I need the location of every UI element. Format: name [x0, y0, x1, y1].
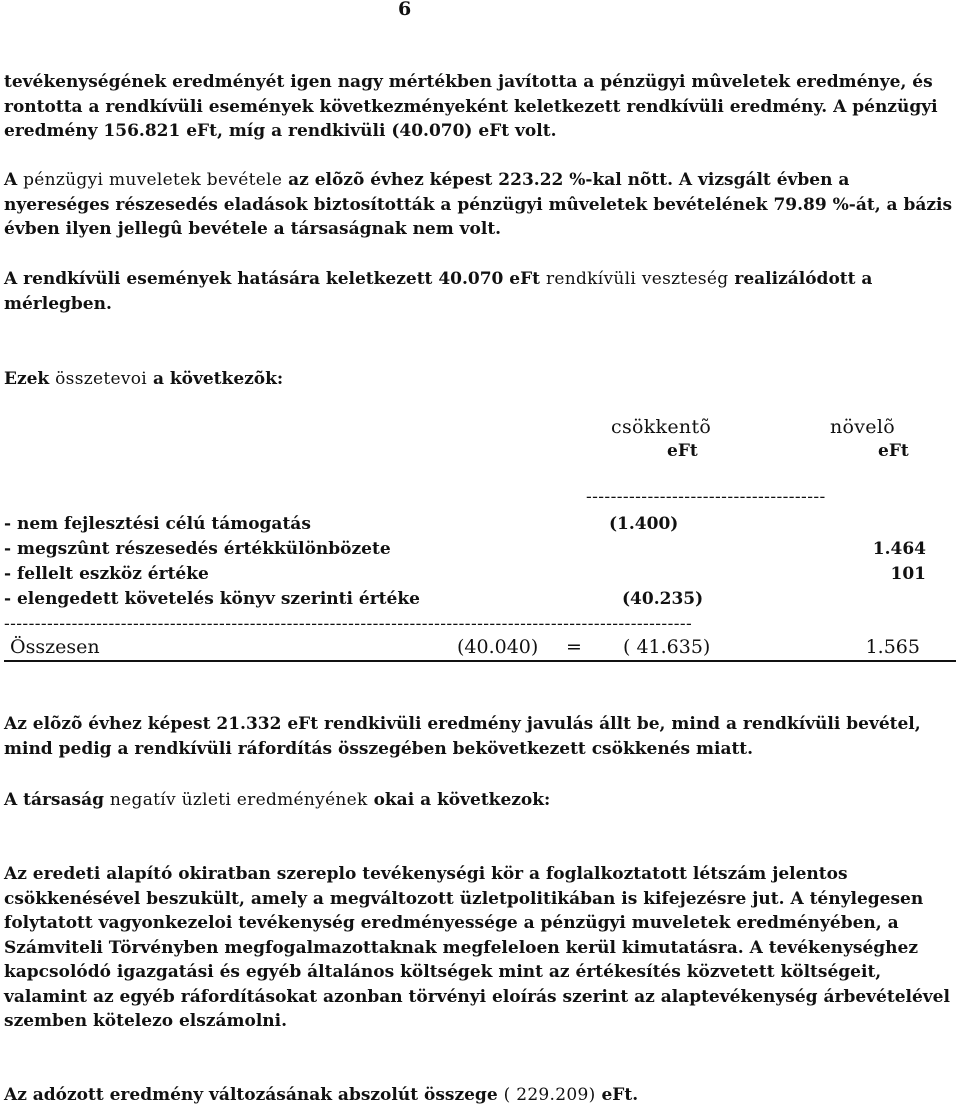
- p2-emphasis: pénzügyi muveletek bevétele: [23, 170, 283, 190]
- p3-emphasis: rendkívüli veszteség: [545, 269, 729, 289]
- col-increase-header: növelõ: [830, 416, 895, 438]
- row-label: - elengedett követelés könyv szerinti értéke: [4, 589, 420, 609]
- p6-lead: A társaság: [4, 790, 104, 810]
- row-label: - megszûnt részesedés értékkülönbözete: [4, 539, 391, 559]
- row-increase: 1.464: [872, 539, 926, 559]
- paragraph-yoy-improvement: Az elõzõ évhez képest 21.332 eFt rendkivüli eredmény javulás állt be, mind a rendkívüli bevétel, mind pedig a rendkívüli ráfordítás összegében bekövetkezett csökkenés miatt.: [4, 714, 921, 759]
- p4-emphasis: összetevoi: [55, 369, 148, 389]
- p2-rest: az elõzõ évhez képest 223.22 %-kal nõtt. A vizsgált évben a nyereséges részesedés eladások biztosították a pénzügyi mûveletek bevételének 79.89 %-át, a bázis évben ilyen jellegû bevétele a társaságnak nem volt.: [4, 170, 953, 239]
- paragraph-financial-revenue: [4, 168, 954, 242]
- table-row: [4, 564, 926, 588]
- components-heading: [4, 367, 954, 392]
- col-increase-unit: eFt: [878, 441, 909, 461]
- total-underline: [4, 660, 956, 662]
- paragraph-results-summary: tevékenységének eredményét igen nagy mértékben javította a pénzügyi mûveletek eredménye, és rontotta a rendkívüli események következményeként keletkezett rendkívüli eredmény. A pénzügyi eredmény 156.821 eFt, míg a rendkivüli (40.070) eFt volt.: [4, 72, 938, 141]
- reasons-heading: [4, 788, 954, 813]
- header-rule: ---------------------------------------: [586, 487, 826, 507]
- row-label: - nem fejlesztési célú támogatás: [4, 514, 311, 534]
- paragraph-extraordinary-loss: [4, 267, 954, 316]
- col-decrease-unit: eFt: [667, 441, 698, 461]
- table-row: [4, 514, 926, 538]
- p6-emphasis: negatív üzleti eredményének: [109, 790, 368, 810]
- row-decrease: (40.235): [622, 589, 704, 609]
- table-row: [4, 589, 926, 613]
- page-number: 6: [398, 0, 412, 20]
- row-label: - fellelt eszköz értéke: [4, 564, 209, 584]
- row-decrease: (1.400): [609, 514, 679, 534]
- row-increase: 101: [890, 564, 926, 584]
- paragraph-net-change: [4, 1083, 954, 1108]
- p8-amount: ( 229.209): [503, 1085, 596, 1105]
- total-equals: =: [566, 636, 582, 658]
- total-row: [4, 636, 956, 660]
- total-net: (40.040): [457, 636, 539, 658]
- p3-rest: realizálódott a mérlegben.: [4, 269, 873, 314]
- p3-lead: A rendkívüli események hatására keletkezett 40.070 eFt: [4, 269, 541, 289]
- p2-lead: A: [4, 170, 18, 190]
- total-label: Összesen: [10, 636, 100, 658]
- total-decrease: ( 41.635): [623, 636, 711, 658]
- p4-lead: Ezek: [4, 369, 50, 389]
- col-decrease-header: csökkentõ: [611, 416, 712, 438]
- p8-unit: eFt.: [601, 1085, 639, 1105]
- p4-rest: a következõk:: [152, 369, 284, 389]
- table-divider: ----------------------------------------------------------------------------------------------------------------: [4, 614, 693, 634]
- p8-lead: Az adózott eredmény változásának abszolút összege: [4, 1085, 498, 1105]
- paragraph-reasons: Az eredeti alapító okiratban szereplo tevékenységi kör a foglalkoztatott létszám jelentos csökkenésével beszukült, amely a megváltozott üzletpolitikában is kifejezésre jut. A ténylegesen folytatott vagyonkezeloi tevékenység eredményessége a pénzügyi muveletek eredményében, a Számviteli Törvényben megfogalmazottaknak megfeleloen kerül kimutatásra. A tevékenységhez kapcsolódó igazgatási és egyéb általános költségek mint az értékesítés közvetett költségeit, valamint az egyéb ráfordításokat azonban törvényi eloírás szerint az alaptevékenység árbevételével szemben kötelezo elszámolni.: [4, 864, 950, 1031]
- table-row: [4, 539, 926, 563]
- total-increase: 1.565: [865, 636, 920, 658]
- p6-rest: okai a következok:: [373, 790, 551, 810]
